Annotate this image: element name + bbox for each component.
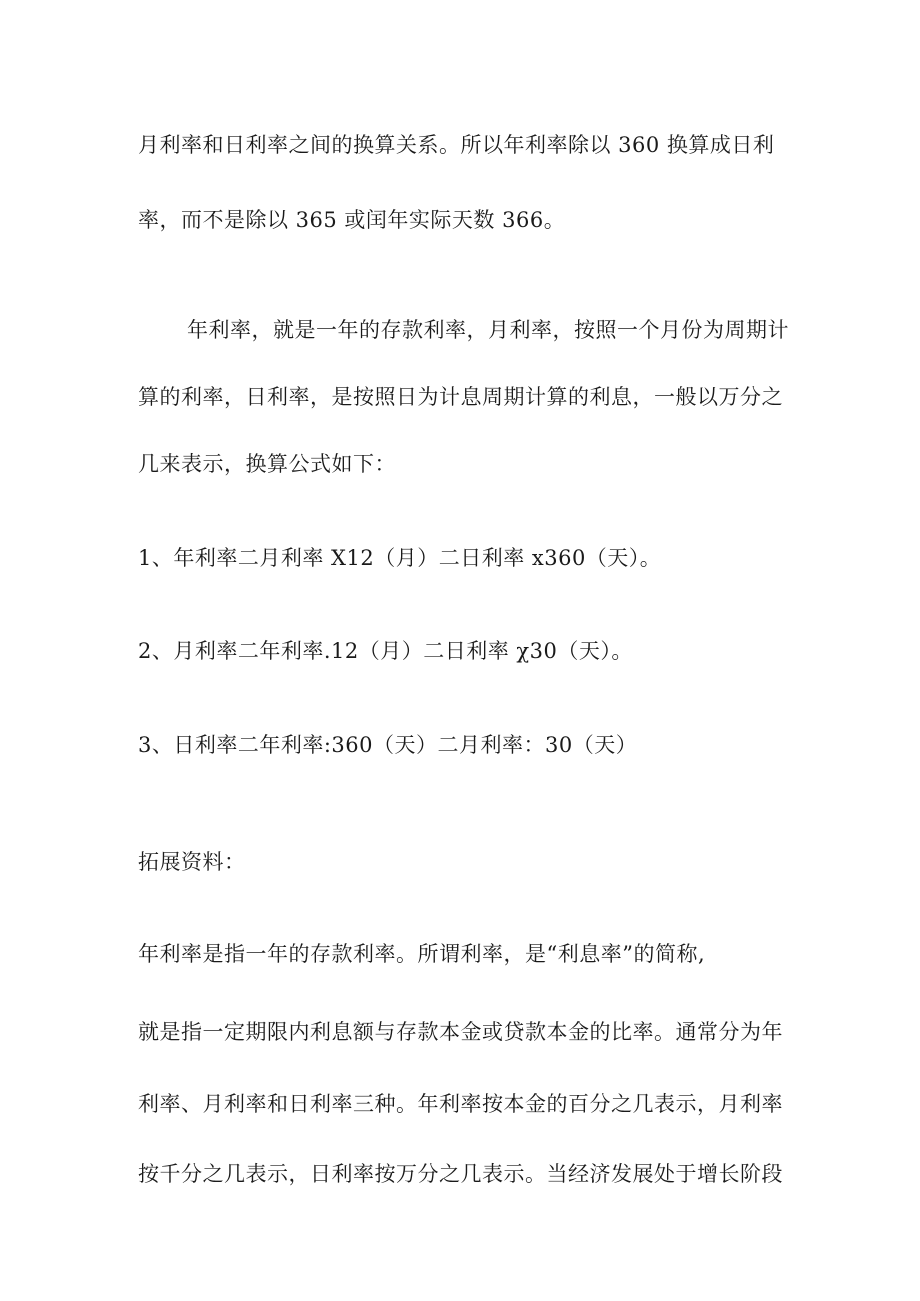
extension-heading: 拓展资料：	[138, 850, 246, 874]
extension-intro: 年利率是指一年的存款利率。所谓利率，是“利息率”的简称,	[138, 942, 706, 966]
paragraph2-line2: 算的利率，日利率，是按照日为计息周期计算的利息，一般以万分之	[138, 385, 783, 409]
paragraph3-line1: 就是指一定期限内利息额与存款本金或贷款本金的比率。通常分为年	[138, 1020, 783, 1044]
paragraph2-line1: 年利率，就是一年的存款利率，月利率，按照一个月份为周期计	[187, 318, 789, 342]
paragraph1-line2: 率，而不是除以 365 或闰年实际天数 366。	[138, 208, 566, 232]
paragraph3-line2: 利率、月利率和日利率三种。年利率按本金的百分之几表示，月利率	[138, 1092, 783, 1116]
formula-2: 2、月利率二年利率.12（月）二日利率 χ30（天）。	[138, 639, 633, 663]
paragraph2-line3: 几来表示，换算公式如下：	[138, 452, 396, 476]
paragraph1-line1: 月利率和日利率之间的换算关系。所以年利率除以 360 换算成日利	[138, 133, 775, 157]
paragraph3-line3: 按千分之几表示，日利率按万分之几表示。当经济发展处于增长阶段	[138, 1162, 783, 1186]
formula-3: 3、日利率二年利率:360（天）二月利率：30（天）	[138, 733, 638, 757]
formula-1: 1、年利率二月利率 X12（月）二日利率 x360（天）。	[138, 546, 662, 570]
